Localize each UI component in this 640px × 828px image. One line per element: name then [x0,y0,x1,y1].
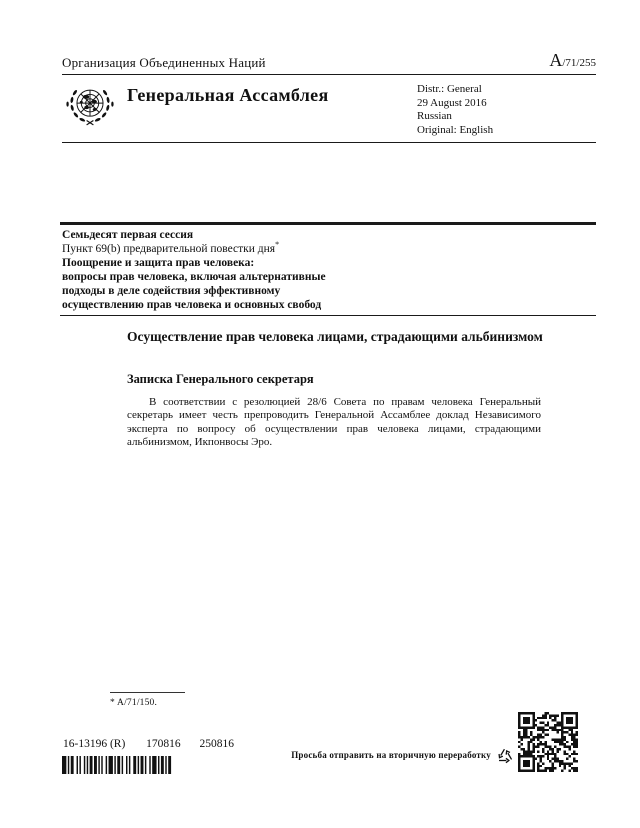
recycle-icon [494,744,516,766]
footnote-marker: * [110,698,115,708]
session-bottom-rule [60,315,596,316]
footer-date-1: 170816 [146,738,181,750]
distr-language: Russian [417,110,452,122]
footnote [110,698,157,708]
session-title: Семьдесят первая сессия [62,229,194,241]
masthead-rule [62,142,596,143]
qr-code [518,712,578,772]
recycle-text: Просьба отправить на вторичную переработку [291,750,491,760]
job-number: 16-13196 (R) [63,738,126,750]
doc-symbol [549,50,596,71]
document-title: Осуществление прав человека лицами, страдающими альбинизмом [127,329,543,344]
agenda-footnote-marker: * [275,240,280,250]
agenda-item-text: Пункт 69(b) предварительной повестки дня [62,243,276,255]
header-rule [62,74,596,75]
agenda-item [62,242,326,256]
footer-date-2: 250816 [199,738,235,750]
document-paragraph: В соответствии с резолюцией 28/6 Совета по правам человека Генеральный секретарь имеет честь препроводить Генеральной Ассамблее доклад Независимого эксперта по вопросу об осуществлении прав человека лицами, страдающими альбинизмом, Икпонвосы Эро. [127,396,541,449]
footnote-rule [110,692,185,693]
distr-date: 29 August 2016 [417,96,487,109]
org-name: Организация Объединенных Наций [62,55,266,70]
agenda-subject-line: Поощрение и защита прав человека: [62,257,255,269]
session-top-rule [60,222,596,225]
agenda-subject-line: подходы в деле содействия эффективному [62,285,281,297]
assembly-title: Генеральная Ассамблея [127,85,329,105]
footnote-text: A/71/150. [117,698,158,708]
agenda-subject-line: осуществлению прав человека и основных свобод [62,299,322,311]
distr-original: Original: English [417,123,494,136]
agenda-subject-line: вопросы прав человека, включая альтернативные [62,271,326,283]
distr-line: Distr.: General [417,83,482,95]
doc-symbol-series: A [549,50,563,70]
session-block [62,228,326,312]
doc-symbol-number: /71/255 [562,57,596,69]
document-subtitle: Записка Генерального секретаря [127,372,314,386]
un-emblem-icon [61,78,119,136]
recycle-row [0,744,516,766]
distr-block [417,83,493,137]
